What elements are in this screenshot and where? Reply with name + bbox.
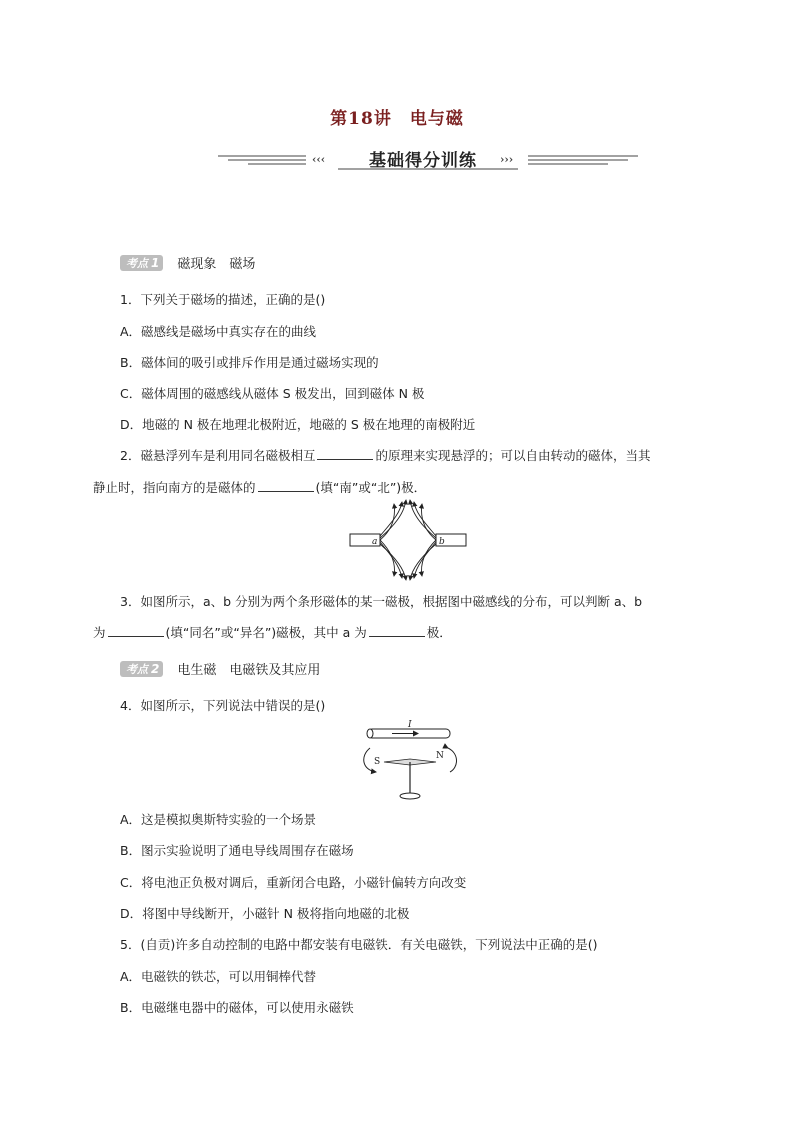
question-5-option-a: A．电磁铁的铁芯，可以用铜棒代替: [120, 969, 317, 984]
stand-base: [400, 793, 420, 799]
pole-a-label: a: [372, 537, 378, 547]
section-badge: [120, 661, 163, 677]
section-heading-2: [120, 659, 320, 678]
question-3-text: 为: [93, 625, 106, 640]
badge-number: 1: [151, 255, 160, 270]
badge-number: 2: [151, 661, 160, 676]
question-1-stem: 1．下列关于磁场的描述，正确的是(): [120, 292, 326, 307]
question-4-option-a: A．这是模拟奥斯特实验的一个场景: [120, 812, 317, 827]
badge-label: 考点: [126, 256, 148, 270]
svg-text:›››: ›››: [500, 153, 514, 166]
question-2-text: 的原理来实现悬浮的；可以自由转动的磁体，当其: [375, 448, 651, 463]
wire-end: [367, 729, 373, 738]
question-5-option-b: B．电磁继电器中的磁体，可以使用永磁铁: [120, 1000, 354, 1015]
question-4-option-c: C．将电池正负极对调后，重新闭合电路，小磁针偏转方向改变: [120, 875, 467, 890]
question-3-text: 极．: [426, 625, 452, 640]
section-title: 电生磁 电磁铁及其应用: [177, 663, 321, 678]
north-label: N: [436, 751, 444, 761]
question-4-option-b: B．图示实验说明了通电导线周围存在磁场: [120, 843, 354, 858]
section-badge: [120, 255, 163, 271]
south-label: S: [374, 757, 381, 767]
question-2-text: 2．磁悬浮列车是利用同名磁极相互: [120, 448, 316, 463]
current-label: I: [408, 720, 412, 730]
question-1-option-d: D．地磁的 N 极在地理北极附近，地磁的 S 极在地理的南极附近: [120, 417, 476, 432]
question-1-option-c: C．磁体周围的磁感线从磁体 S 极发出，回到磁体 N 极: [120, 386, 425, 401]
question-1-option-b: B．磁体间的吸引或排斥作用是通过磁场实现的: [120, 355, 379, 370]
section-heading-1: [120, 253, 255, 272]
question-4-option-d: D．将图中导线断开，小磁针 N 极将指向地磁的北极: [120, 906, 410, 921]
question-3-line-1: 3．如图所示，a、b 分别为两个条形磁体的某一磁极，根据图中磁感线的分布，可以判断 a、b: [120, 594, 643, 609]
answer-blank[interactable]: [317, 447, 373, 460]
pole-b-label: b: [439, 537, 445, 547]
section-banner: [218, 142, 638, 174]
page-title: 第18讲 电与磁: [330, 109, 464, 129]
magnet-field-figure: [346, 498, 470, 582]
question-2-text: 静止时，指向南方的是磁体的: [93, 480, 256, 495]
svg-text:‹‹‹: ‹‹‹: [312, 153, 326, 166]
section-title: 磁现象 磁场: [177, 257, 256, 272]
rotation-arrow-right: [448, 748, 457, 772]
oersted-figure: [356, 716, 466, 802]
field-lines: [380, 500, 436, 580]
question-3-line-2: [93, 623, 452, 641]
banner-title: 基础得分训练: [369, 151, 477, 171]
answer-blank[interactable]: [369, 624, 425, 637]
answer-blank[interactable]: [108, 624, 164, 637]
question-1-option-a: A．磁感线是磁场中真实存在的曲线: [120, 324, 317, 339]
answer-blank[interactable]: [258, 479, 314, 492]
question-4-stem: 4．如图所示，下列说法中错误的是(): [120, 698, 326, 713]
badge-label: 考点: [126, 662, 148, 676]
question-2-line-1: [120, 446, 650, 464]
question-2-line-2: [93, 478, 426, 496]
question-3-text: (填“同名”或“异名”)磁极，其中 a 为: [165, 625, 367, 640]
question-5-stem: 5．(自贡)许多自动控制的电路中都安装有电磁铁．有关电磁铁，下列说法中正确的是(): [120, 937, 598, 952]
question-2-text: (填“南”或“北”)极．: [315, 480, 427, 495]
